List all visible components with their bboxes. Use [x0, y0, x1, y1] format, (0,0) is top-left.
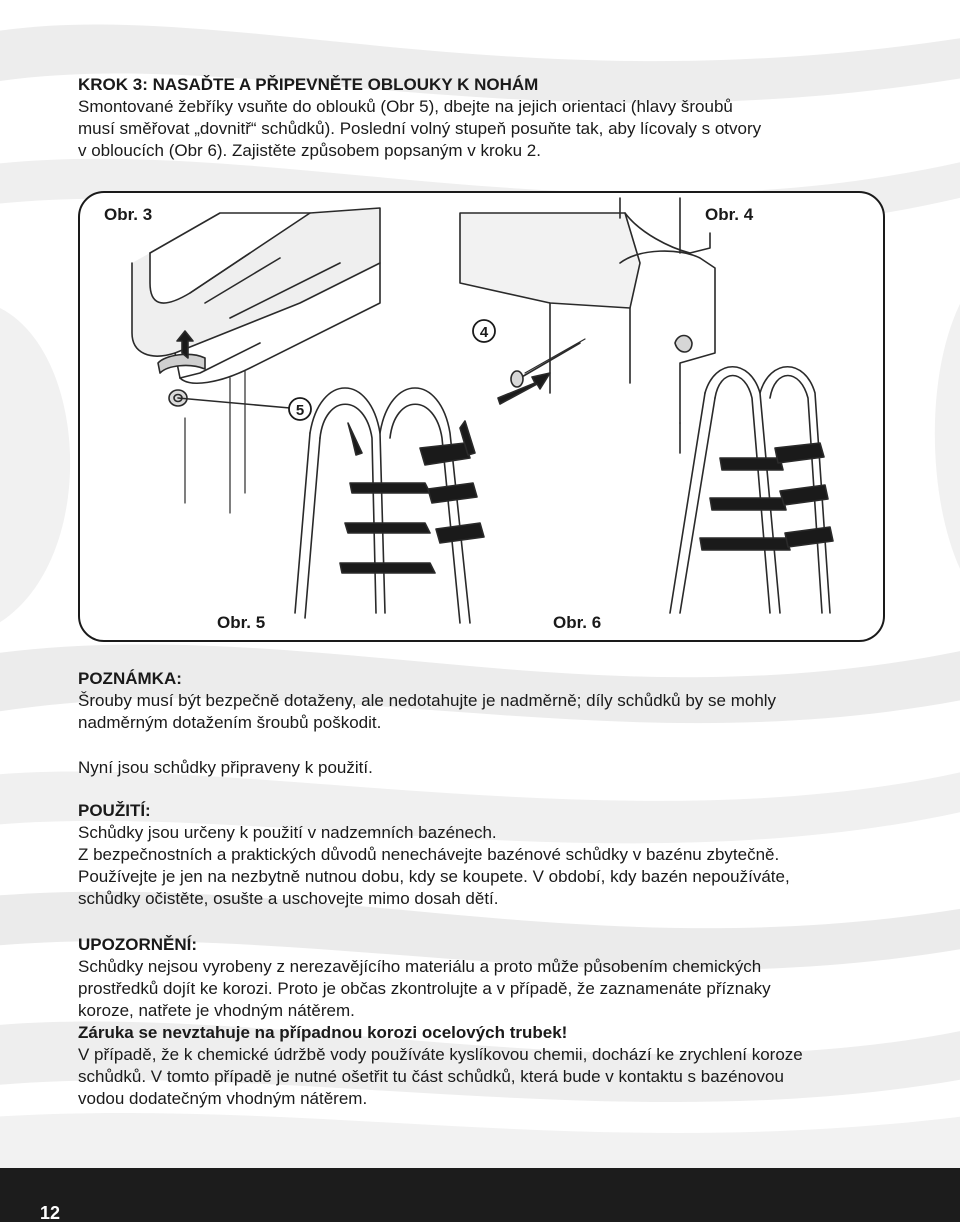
- figure-label-obr6: Obr. 6: [553, 613, 602, 632]
- assembly-illustration: [80, 193, 883, 640]
- warning-line: V případě, že k chemické údržbě vody používáte kyslíkovou chemii, dochází ke zrychlení koroze: [78, 1045, 803, 1064]
- assembly-figure-frame: [78, 191, 885, 642]
- note-line: nadměrným dotažením šroubů poškodit.: [78, 713, 382, 732]
- usage-line: Používejte je jen na nezbytně nutnou dobu, kdy se koupete. V období, kdy bazén nepoužíváte,: [78, 867, 790, 886]
- warning-line: vodou dodatečným vhodným nátěrem.: [78, 1089, 368, 1108]
- pool-frame-detail-drawing: [460, 198, 715, 453]
- handrail-detail-drawing: [132, 208, 380, 513]
- figure-label-obr5: Obr. 5: [217, 613, 266, 632]
- warning-title: UPOZORNĚNÍ:: [78, 935, 197, 954]
- usage-line: schůdky očistěte, osušte a uschovejte mimo dosah dětí.: [78, 889, 499, 908]
- warning-line: koroze, natřete je vhodným nátěrem.: [78, 1001, 355, 1020]
- footer-bar: [0, 1168, 960, 1222]
- usage-title: POUŽITÍ:: [78, 801, 151, 820]
- ready-text: Nyní jsou schůdky připraveny k použití.: [78, 758, 373, 777]
- warning-line: prostředků dojít ke korozi. Proto je občas zkontrolujte a v případě, že zaznamenáte příznaky: [78, 979, 771, 998]
- figure-label-obr3: Obr. 3: [104, 205, 153, 224]
- step3-section: [78, 74, 878, 162]
- usage-line: Schůdky jsou určeny k použití v nadzemních bazénech.: [78, 823, 497, 842]
- ladder-drawing-obr6: [670, 367, 833, 613]
- note-title: POZNÁMKA:: [78, 669, 182, 688]
- callout-5: [289, 398, 311, 420]
- warning-line: Schůdky nejsou vyrobeny z nerezavějícího materiálu a proto může působením chemických: [78, 957, 762, 976]
- ladder-drawing-obr5: [295, 388, 484, 623]
- usage-section: [78, 800, 878, 910]
- callout-5-label: 5: [295, 402, 305, 419]
- step3-line: v obloucích (Obr 6). Zajistěte způsobem popsaným v kroku 2.: [78, 141, 541, 160]
- usage-line: Z bezpečnostních a praktických důvodů nenechávejte bazénové schůdky v bazénu zbytečně.: [78, 845, 780, 864]
- step3-line: Smontované žebříky vsuňte do oblouků (Obr 5), dbejte na jejich orientaci (hlavy šroubů: [78, 97, 733, 116]
- ready-section: [78, 757, 878, 779]
- warning-section: [78, 934, 878, 1110]
- warranty-note: Záruka se nevztahuje na případnou korozi ocelových trubek!: [78, 1023, 568, 1042]
- note-line: Šrouby musí být bezpečně dotaženy, ale nedotahujte je nadměrně; díly schůdků by se mohly: [78, 691, 777, 710]
- page-number: 12: [40, 1203, 61, 1223]
- callout-4: [473, 320, 495, 342]
- callout-4-label: 4: [479, 324, 489, 341]
- note-section: [78, 668, 878, 734]
- step3-title: KROK 3: NASAĎTE A PŘIPEVNĚTE OBLOUKY K NOHÁM: [78, 75, 539, 94]
- step3-line: musí směřovat „dovnitř“ schůdků). Poslední volný stupeň posuňte tak, aby lícovaly s otvory: [78, 119, 762, 138]
- warning-line: schůdků. V tomto případě je nutné ošetřit tu část schůdků, která bude v kontaktu s bazénovou: [78, 1067, 784, 1086]
- figure-label-obr4: Obr. 4: [705, 205, 754, 224]
